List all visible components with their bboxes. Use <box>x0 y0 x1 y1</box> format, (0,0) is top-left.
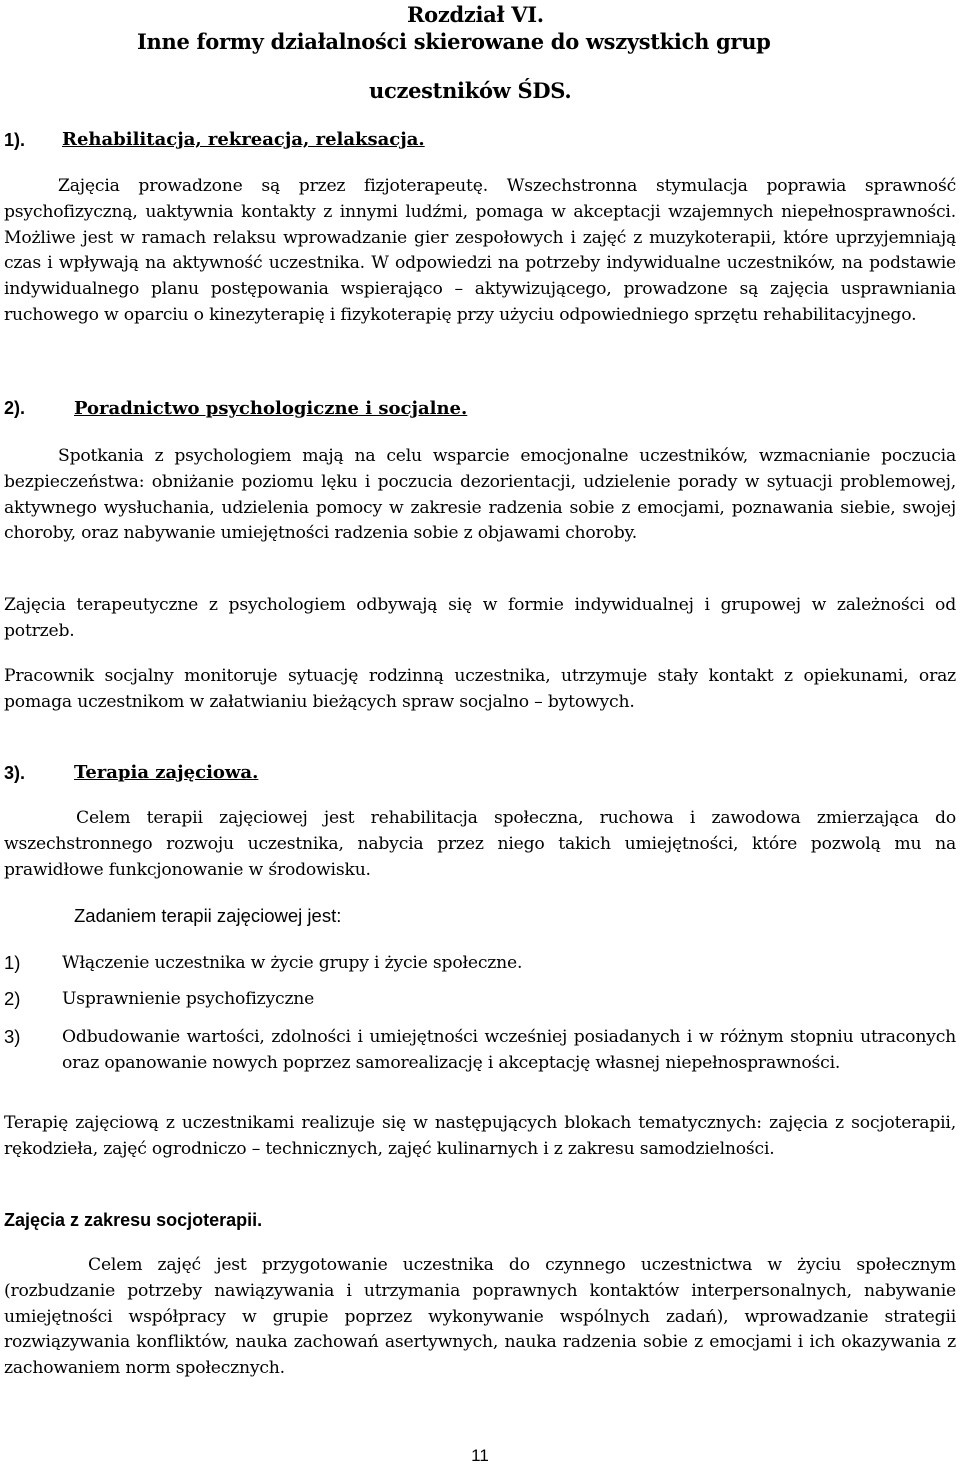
section-1-heading: Rehabilitacja, rekreacja, relaksacja. <box>62 129 425 150</box>
list-item <box>4 986 956 1012</box>
section-3-paragraph-1: Celem terapii zajęciowej jest rehabilitacja społeczna, ruchowa i zawodowa zmierzająca do wszechstronnego rozwoju uczestnika, nabycia przez niego takich umiejętności, które pozwolą mu na prawidłowe funkcjonowanie w środowisku. <box>4 808 956 880</box>
section-3-number: 3). <box>4 763 26 783</box>
page-number: 11 <box>471 1446 489 1465</box>
section-3-heading: Terapia zajęciowa. <box>74 762 259 783</box>
chapter-title-line-1: Inne formy działalności skierowane do wszystkich grup <box>137 29 771 54</box>
section-2-paragraph-2: Zajęcia terapeutyczne z psychologiem odbywają się w formie indywidualnej i grupowej w zależności od potrzeb. <box>4 595 956 641</box>
list-item-number: 1) <box>4 952 21 973</box>
section-2-paragraph-1: Spotkania z psychologiem mają na celu wsparcie emocjonalne uczestników, wzmacnianie poczucia bezpieczeństwa: obniżanie poziomu lęku i poczucia dezorientacji, udzielenie porady w sytuacji problemowej, aktywnego wysłuchania, udzielenia pomocy w zakresie radzenia sobie z emocjami, poznawania siebie, swojej choroby, oraz nabywanie umiejętności radzenia sobie z objawami choroby. <box>4 446 956 544</box>
list-item-number: 2) <box>4 988 21 1009</box>
list-item-text: Usprawnienie psychofizyczne <box>62 989 315 1009</box>
section-4-paragraph: Celem zajęć jest przygotowanie uczestnika do czynnego uczestnictwa w życiu społecznym (rozbudzanie potrzeby nawiązywania i utrzymania poprawnych kontaktów interpersonalnych, nabywanie umiejętności współpracy w grupie poprzez wykonywanie wspólnych zadań), wprowadzanie strategii rozwiązywania konfliktów, nauka zachowań asertywnych, nauka radzenia sobie z emocjami i ich okazywania z zachowaniem norm społecznych. <box>4 1255 956 1379</box>
list-item-text: Odbudowanie wartości, zdolności i umiejętności wcześniej posiadanych i w różnym stopniu utraconych oraz opanowanie nowych poprzez samorealizację i akceptację własnej niepełnosprawności. <box>62 1027 956 1073</box>
chapter-heading: Rozdział VI. <box>407 2 544 27</box>
section-4-heading: Zajęcia z zakresu socjoterapii. <box>4 1210 263 1230</box>
list-item-number: 3) <box>4 1026 21 1047</box>
list-item <box>4 950 956 976</box>
section-1-number: 1). <box>4 130 26 150</box>
list-item <box>4 1024 956 1104</box>
section-1-paragraph: Zajęcia prowadzone są przez fizjoterapeutę. Wszechstronna stymulacja poprawia sprawność psychofizyczną, uaktywnia kontakty z innymi ludźmi, pomaga w akceptacji wzajemnych niepełnosprawności. Możliwe jest w ramach relaksu wprowadzanie gier zespołowych i zajęć z muzykoterapii, które uprzyjemniają czas i wpływają na aktywność uczestnika. W odpowiedzi na potrzeby indywidualne uczestników, na podstawie indywidualnego planu postępowania wspierająco – aktywizującego, prowadzone są zajęcia usprawniania ruchowego w oparciu o kinezyterapię i fizykoterapię przy użyciu odpowiedniego sprzętu rehabilitacyjnego. <box>4 176 956 325</box>
section-3-list-intro: Zadaniem terapii zajęciowej jest: <box>74 905 342 926</box>
chapter-title-line-2: uczestników ŚDS. <box>369 78 572 103</box>
section-3-paragraph-2: Terapię zajęciową z uczestnikami realizuje się w następujących blokach tematycznych: zajęcia z socjoterapii, rękodzieła, zajęć ogrodniczo – technicznych, zajęć kulinarnych i z zakresu samodzielności. <box>4 1113 956 1159</box>
section-2-heading: Poradnictwo psychologiczne i socjalne. <box>74 398 468 419</box>
section-2-number: 2). <box>4 398 26 418</box>
section-2-paragraph-3: Pracownik socjalny monitoruje sytuację rodzinną uczestnika, utrzymuje stały kontakt z opiekunami, oraz pomaga uczestnikom w załatwianiu bieżących spraw socjalno – bytowych. <box>4 666 956 712</box>
list-item-text: Włączenie uczestnika w życie grupy i życie społeczne. <box>62 953 523 973</box>
